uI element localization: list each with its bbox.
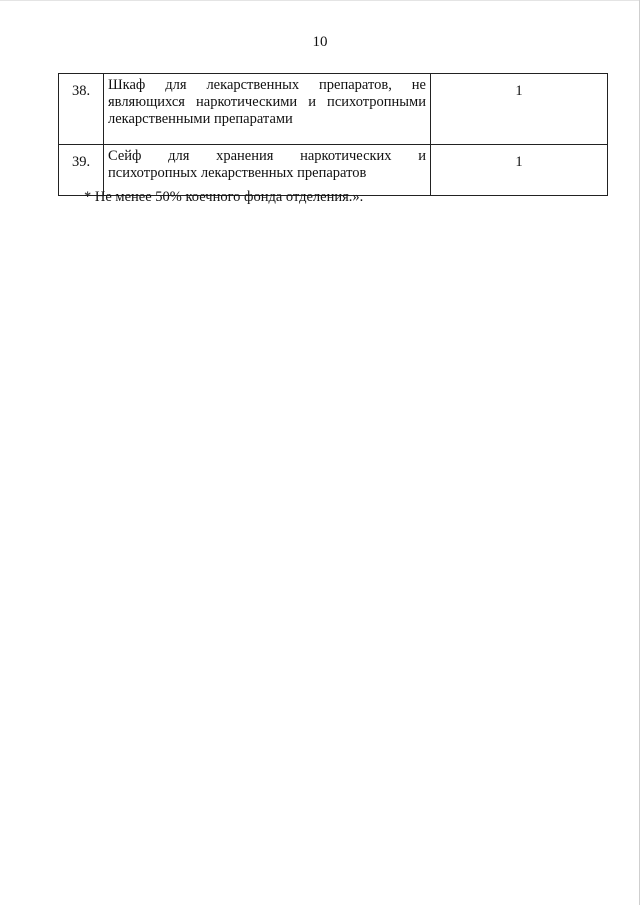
row-number: 39.: [59, 145, 104, 196]
row-item-name: Шкаф для лекарственных препаратов, не являющихся наркотическими и психотропными лекарственными препаратами: [104, 74, 431, 145]
row-quantity: 1: [431, 145, 608, 196]
table-row: [59, 145, 608, 196]
row-item-name: Сейф для хранения наркотических и психотропных лекарственных препаратов: [104, 145, 431, 196]
footnote: * Не менее 50% коечного фонда отделения.».: [84, 189, 364, 205]
table-row: [59, 74, 608, 145]
row-quantity: 1: [431, 74, 608, 145]
equipment-table: [58, 73, 608, 196]
scan-edge-top: [0, 0, 640, 1]
page-number: 10: [312, 34, 328, 50]
row-number: 38.: [59, 74, 104, 145]
